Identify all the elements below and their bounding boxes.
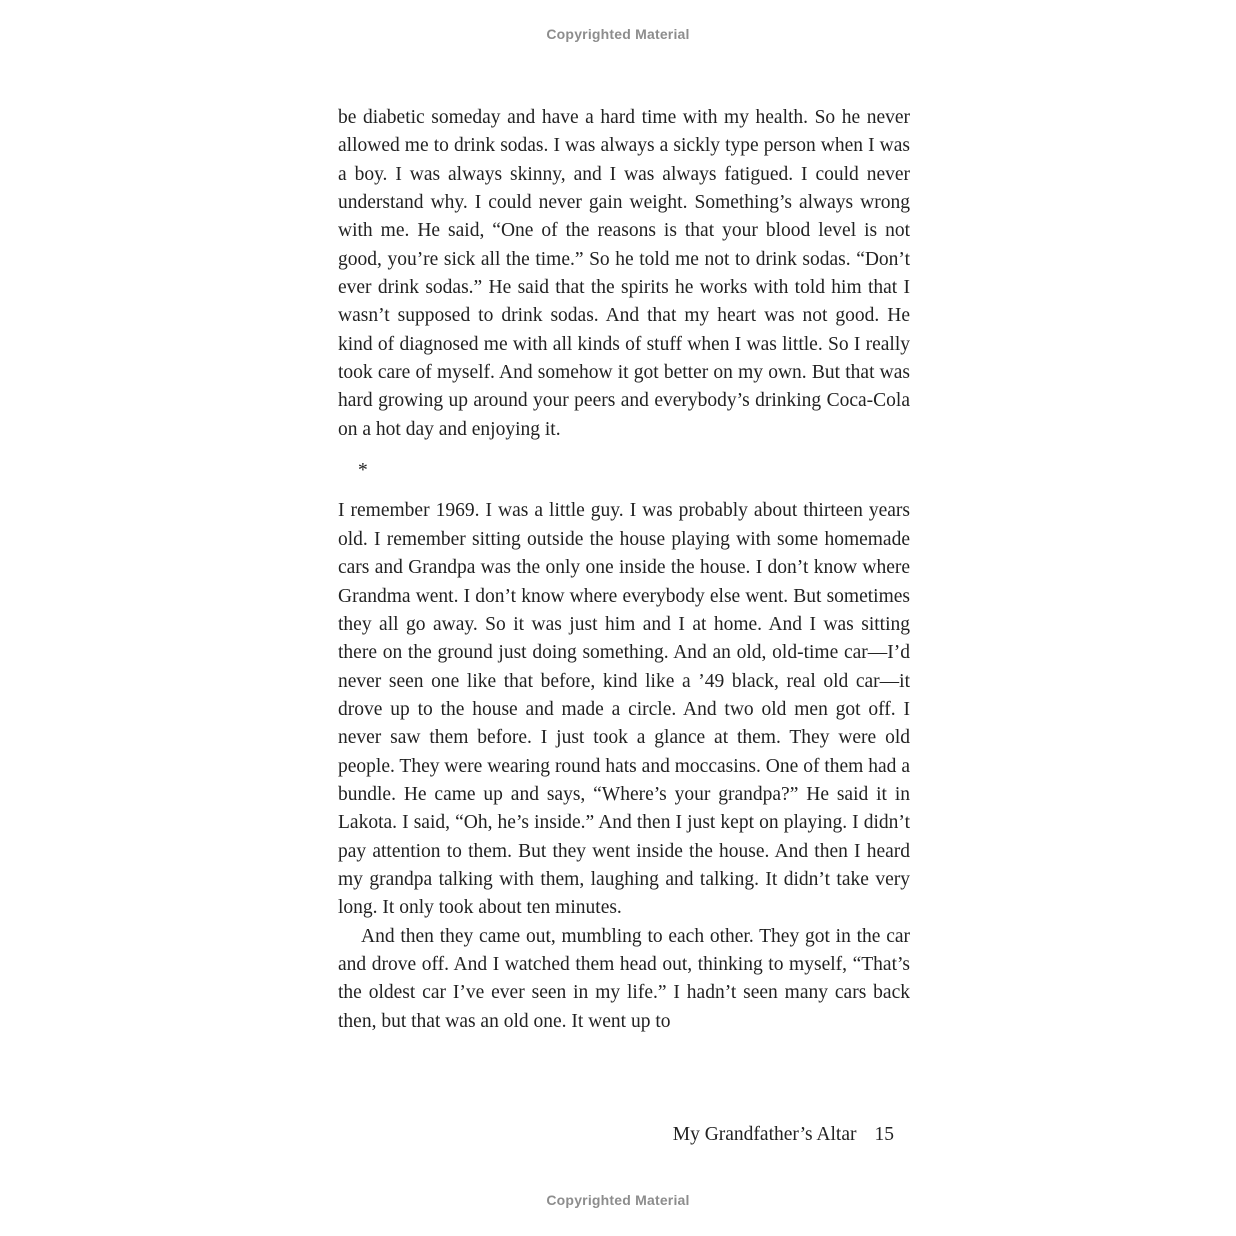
copyright-notice-top: Copyrighted Material bbox=[546, 26, 690, 42]
running-title: My Grandfather’s Altar bbox=[672, 1124, 857, 1145]
running-footer bbox=[338, 1121, 910, 1149]
body-paragraph-departure: And then they came out, mumbling to each other. They got in the car and drove off. And I watched them head out, thinking to myself, “That’s the oldest car I’ve ever seen in my life.” I hadn’t seen many cars back then, but that was an old one. It went up to bbox=[338, 925, 910, 1032]
body-paragraph-continuation: be diabetic someday and have a hard time with my health. So he never allowed me to drink sodas. I was always a sickly type person when I was a boy. I was always skinny, and I was always fatigued. I could never understand why. I could never gain weight. Something’s always wrong with me. He said, “One of the reasons is that your blood level is not good, you’re sick all the time.” So he told me not to drink sodas. “Don’t ever drink sodas.” He said that the spirits he works with told him that I wasn’t supposed to drink sodas. And that my heart was not good. He kind of diagnosed me with all kinds of stuff when I was little. So I really took care of myself. And somehow it got better on my own. But that was hard growing up around your peers and everybody’s drinking Coca-Cola on a hot day and enjoying it. bbox=[338, 107, 910, 440]
body-paragraph-memory: I remember 1969. I was a little guy. I was probably about thirteen years old. I remember sitting outside the house playing with some homemade cars and Grandpa was the only one inside the house. I don’t know where Grandma went. I don’t know where everybody else went. But sometimes they all go away. So it was just him and I at home. And I was sitting there on the ground just doing something. And an old, old-time car—I’d never seen one like that before, kind like a ’49 black, real old car—it drove up to the house and made a circle. And two old men got off. I never saw them before. I just took a glance at them. They were old people. They were wearing round hats and moccasins. One of them had a bundle. He came up and says, “Where’s your grandpa?” He said it in Lakota. I said, “Oh, he’s inside.” And then I just kept on playing. I didn’t pay attention to them. But they went inside the house. And then I heard my grandpa talking with them, laughing and talking. It didn’t take very long. It only took about ten minutes. bbox=[338, 500, 910, 919]
section-break-asterisk: * bbox=[358, 460, 368, 482]
copyright-notice-bottom: Copyrighted Material bbox=[546, 1192, 690, 1208]
body-text bbox=[338, 104, 910, 1036]
page-number: 15 bbox=[874, 1124, 894, 1145]
